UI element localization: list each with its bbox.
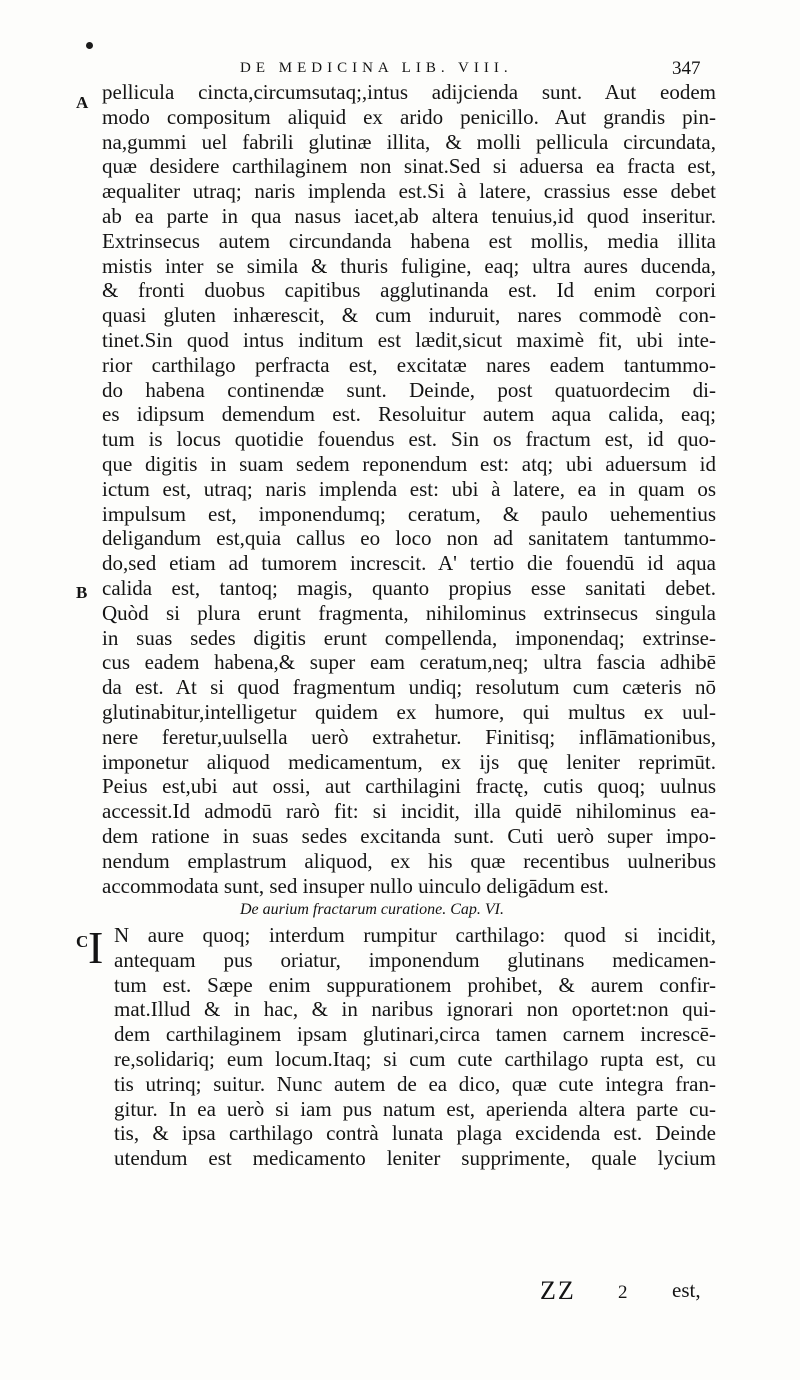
text-line: tis, & ipsa carthilago contrà lunata plaga excidenda est. Deinde — [114, 1121, 716, 1146]
running-head: DE MEDICINA LIB. VIII. — [240, 60, 513, 76]
text-line: modo compositum aliquid ex arido penicillo. Aut grandis pin- — [102, 104, 716, 129]
signature-number: 2 — [618, 1282, 628, 1303]
main-text — [88, 80, 716, 1171]
text-line: tum is locus quotidie fouendus est. Sin os fractum est, id quo- — [102, 427, 716, 452]
chapter-paragraph — [102, 948, 716, 1171]
text-line: æqualiter utraq; naris implenda est.Si à latere, crassius esse debet — [102, 179, 716, 204]
text-line: nendum emplastrum aliquod, ex his quæ recentibus uulneribus — [102, 848, 716, 873]
text-line: rior carthilago perfracta est, excitatæ nares eadem tantummo- — [102, 352, 716, 377]
text-line: antequam pus oriatur, imponendum glutinans medicamen- — [114, 947, 716, 972]
text-line: mat.Illud & in hac, & in naribus ignorari non oportet:non qui- — [114, 997, 716, 1022]
text-line: dem carthilaginem ipsam glutinari,circa tamen carnem increscē- — [114, 1022, 716, 1047]
drop-cap: I — [88, 922, 104, 974]
page-number: 347 — [672, 58, 701, 79]
text-line: pellicula cincta,circumsutaq;,intus adijcienda sunt. Aut eodem — [102, 80, 716, 104]
text-line: es idipsum demendum est. Resoluitur autem aqua calida, eaq; — [102, 402, 716, 427]
chapter-heading: De aurium fractarum curatione. Cap. VI. — [240, 901, 504, 919]
catchword: est, — [672, 1278, 701, 1302]
text-line: nere feretur,uulsella uerò extrahetur. Finitisq; inflāmationibus, — [102, 724, 716, 749]
text-line: tis utrinq; suitur. Nunc autem de ea dico, quæ cute integra fran- — [114, 1071, 716, 1096]
text-line: dem ratione in suas sedes excitanda sunt. Cuti uerò super impo- — [102, 823, 716, 848]
text-line: Extrinsecus autem circundanda habena est mollis, media illita — [102, 228, 716, 253]
ink-dot — [86, 42, 93, 49]
text-line: re,solidariq; eum locum.Itaq; si cum cute carthilago rupta est, cu — [114, 1047, 716, 1072]
margin-letter-a: A — [76, 93, 89, 112]
text-line: gitur. In ea uerò si iam pus natum est, aperienda altera parte cu- — [114, 1096, 716, 1121]
margin-letter-b: B — [76, 583, 88, 602]
text-line: imponetur aliquod medicamentum, ex ijs quę leniter reprimūt. — [102, 749, 716, 774]
text-line: Quòd si plura erunt fragmenta, nihilominus extrinsecus singula — [102, 600, 716, 625]
text-line: accessit.Id admodū rarò fit: si incidit, illa quidē nihilominus ea- — [102, 799, 716, 824]
text-line: quasi gluten inhærescit, & cum induruit, nares commodè con- — [102, 303, 716, 328]
text-line: tinet.Sin quod intus inditum est lædit,sicut maximè fit, ubi inte- — [102, 327, 716, 352]
text-line: utendum est medicamento leniter supprimente, quale lycium — [114, 1146, 716, 1171]
text-line: cus eadem habena,& super eam ceratum,neq; ultra fascia adhibē — [102, 650, 716, 675]
chapter-first-line-text: N aure quoq; interdum rumpitur carthilago: quod si incidit, — [114, 923, 716, 948]
text-line: calida est, tantoq; magis, quanto propius esse sanitati debet. — [102, 575, 716, 600]
text-line: do,sed etiam ad tumorem increscit. A' tertio die fouendū id aqua — [102, 551, 716, 576]
signature-mark: ZZ — [540, 1276, 576, 1305]
text-line: in suas sedes digitis erunt compellenda, imponendaq; extrinse- — [102, 625, 716, 650]
paragraph-block — [102, 80, 716, 898]
text-line: mistis inter se simila & thuris fuligine, eaq; ultra aures ducenda, — [102, 253, 716, 278]
text-line: ab ea parte in qua nasus iacet,ab altera tenuius,id quod inseritur. — [102, 203, 716, 228]
text-line: accommodata sunt, sed insuper nullo uinculo deligādum est. — [102, 873, 609, 898]
text-line: ictum est, utraq; naris implenda est: ubi à latere, ea in quam os — [102, 476, 716, 501]
text-line: Peius est,ubi aut ossi, aut carthilagini fractę, cutis quoq; uulnus — [102, 774, 716, 799]
text-line: impulsum est, imponendumq; ceratum, & paulo uehementius — [102, 501, 716, 526]
text-line: & fronti duobus capitibus agglutinanda est. Id enim corpori — [102, 278, 716, 303]
text-line: glutinabitur,intelligetur quidem ex humore, qui multus ex uul- — [102, 699, 716, 724]
text-line: do habena continendæ sunt. Deinde, post quatuordecim di- — [102, 377, 716, 402]
text-line: quæ desidere carthilaginem non sinat.Sed si aduersa ea fracta est, — [102, 154, 716, 179]
text-line: que digitis in suam sedem reponendum est: atq; ubi aduersum id — [102, 451, 716, 476]
margin-letter-c: C — [76, 932, 89, 951]
text-line: tum est. Sæpe enim suppurationem prohibet, & aurem confir- — [114, 972, 716, 997]
text-line: deligandum est,quia callus eo loco non ad sanitatem tantummo- — [102, 526, 716, 551]
text-line: na,gummi uel fabrili glutinæ illita, & molli pellicula circundata, — [102, 129, 716, 154]
text-line: da est. At si quod fragmentum undiq; resolutum cum cæteris nō — [102, 675, 716, 700]
